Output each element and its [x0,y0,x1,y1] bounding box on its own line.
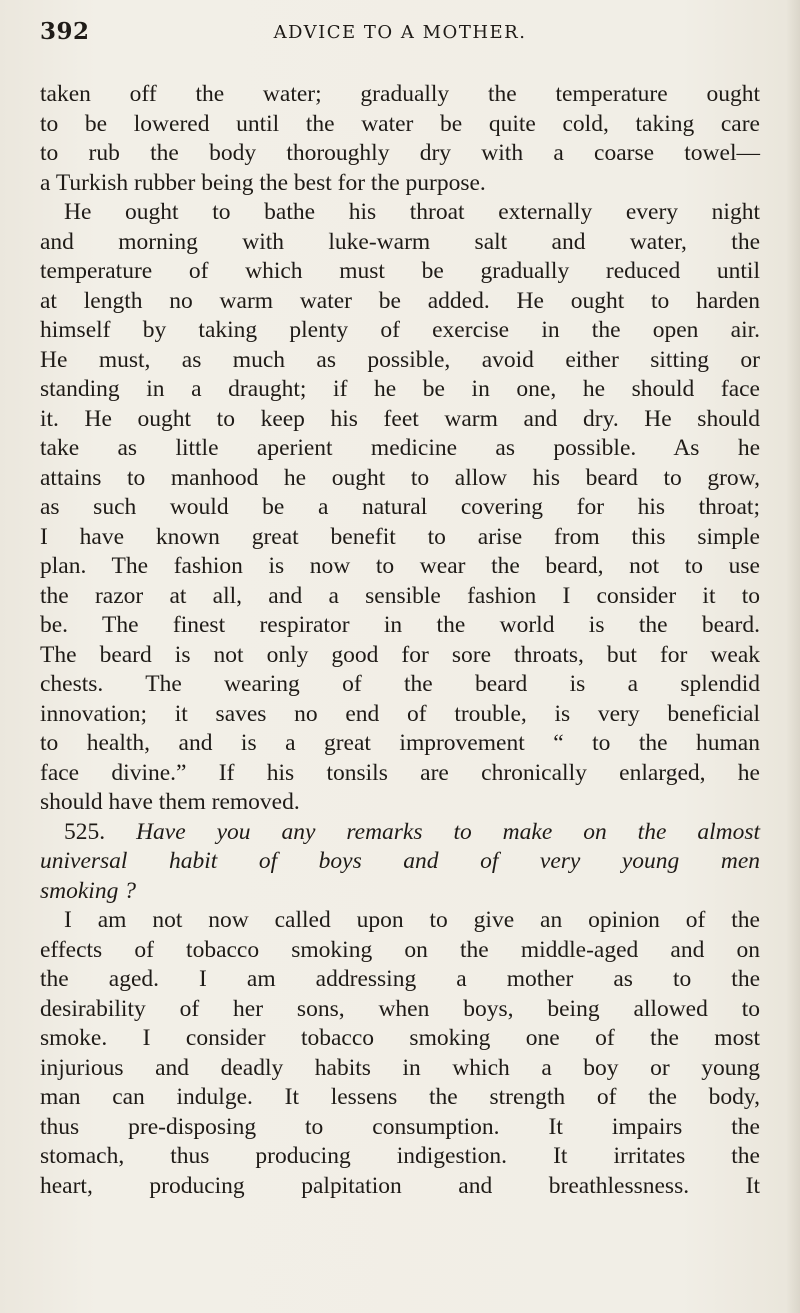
text-line: innovation; it saves no end of trouble, is very beneficial [40,700,760,727]
question-text: smoking ? [40,877,136,904]
text-line: injurious and deadly habits in which a boy or young [40,1054,760,1081]
text-line: I am not now called upon to give an opinion of the [64,907,760,933]
text-line: a Turkish rubber being the best for the purpose. [40,169,486,196]
question-text: universal habit of boys and of very young men [40,848,760,874]
text-line: The beard is not only good for sore throats, but for weak [40,641,760,668]
page-number: 392 [40,18,90,45]
text-line: to rub the body thoroughly dry with a coarse towel— [40,140,760,166]
text-line: as such would be a natural covering for his throat; [40,494,760,520]
text-line: to be lowered until the water be quite cold, taking care [40,110,760,137]
page-header [40,18,760,58]
question-number: 525. [64,818,106,845]
answer-paragraph [40,906,760,1201]
text-line: take as little aperient medicine as possible. As he [40,435,760,461]
text-line: taken off the water; gradually the temperature ought [40,81,760,107]
text-line: smoke. I consider tobacco smoking one of the most [40,1025,760,1051]
text-line: effects of tobacco smoking on the middle-aged and on [40,936,760,963]
text-line: man can indulge. It lessens the strength of the body, [40,1084,760,1110]
text-line: chests. The wearing of the beard is a splendid [40,671,760,697]
body-text [40,80,760,1201]
page-edge-shadow [786,0,800,1313]
text-line: should have them removed. [40,789,300,815]
text-line: I have known great benefit to arise from this simple [40,523,760,550]
text-line: heart, producing palpitation and breathlessness. It [40,1172,760,1199]
text-line: the aged. I am addressing a mother as to the [40,966,760,992]
text-line: to health, and is a great improvement “ to the human [40,730,760,756]
text-line: thus pre-disposing to consumption. It impairs the [40,1113,760,1140]
paragraph-continuation [40,80,760,198]
text-line: attains to manhood he ought to allow his beard to grow, [40,464,760,491]
text-line: and morning with luke-warm salt and water, the [40,228,760,255]
text-line: stomach, thus producing indigestion. It irritates the [40,1143,760,1169]
text-line: He must, as much as possible, avoid either sitting or [40,346,760,373]
text-line: it. He ought to keep his feet warm and dry. He should [40,405,760,432]
text-line: He ought to bathe his throat externally every night [64,199,760,225]
text-line: temperature of which must be gradually reduced until [40,258,760,284]
text-line: face divine.” If his tonsils are chronically enlarged, he [40,759,760,786]
text-line: himself by taking plenty of exercise in the open air. [40,317,760,343]
running-head: ADVICE TO A MOTHER. [273,22,527,43]
text-line: plan. The fashion is now to wear the beard, not to use [40,553,760,579]
text-line: at length no warm water be added. He ought to harden [40,287,760,314]
text-line: standing in a draught; if he be in one, he should face [40,376,760,402]
paragraph-throat-advice [40,198,760,818]
question-text: Have you any remarks to make on the almost [136,818,760,845]
text-line: desirability of her sons, when boys, being allowed to [40,995,760,1022]
question-first-line [40,818,760,848]
text-line: be. The finest respirator in the world is the beard. [40,612,760,638]
text-line: the razor at all, and a sensible fashion I consider it to [40,582,760,609]
question-525 [40,818,760,907]
